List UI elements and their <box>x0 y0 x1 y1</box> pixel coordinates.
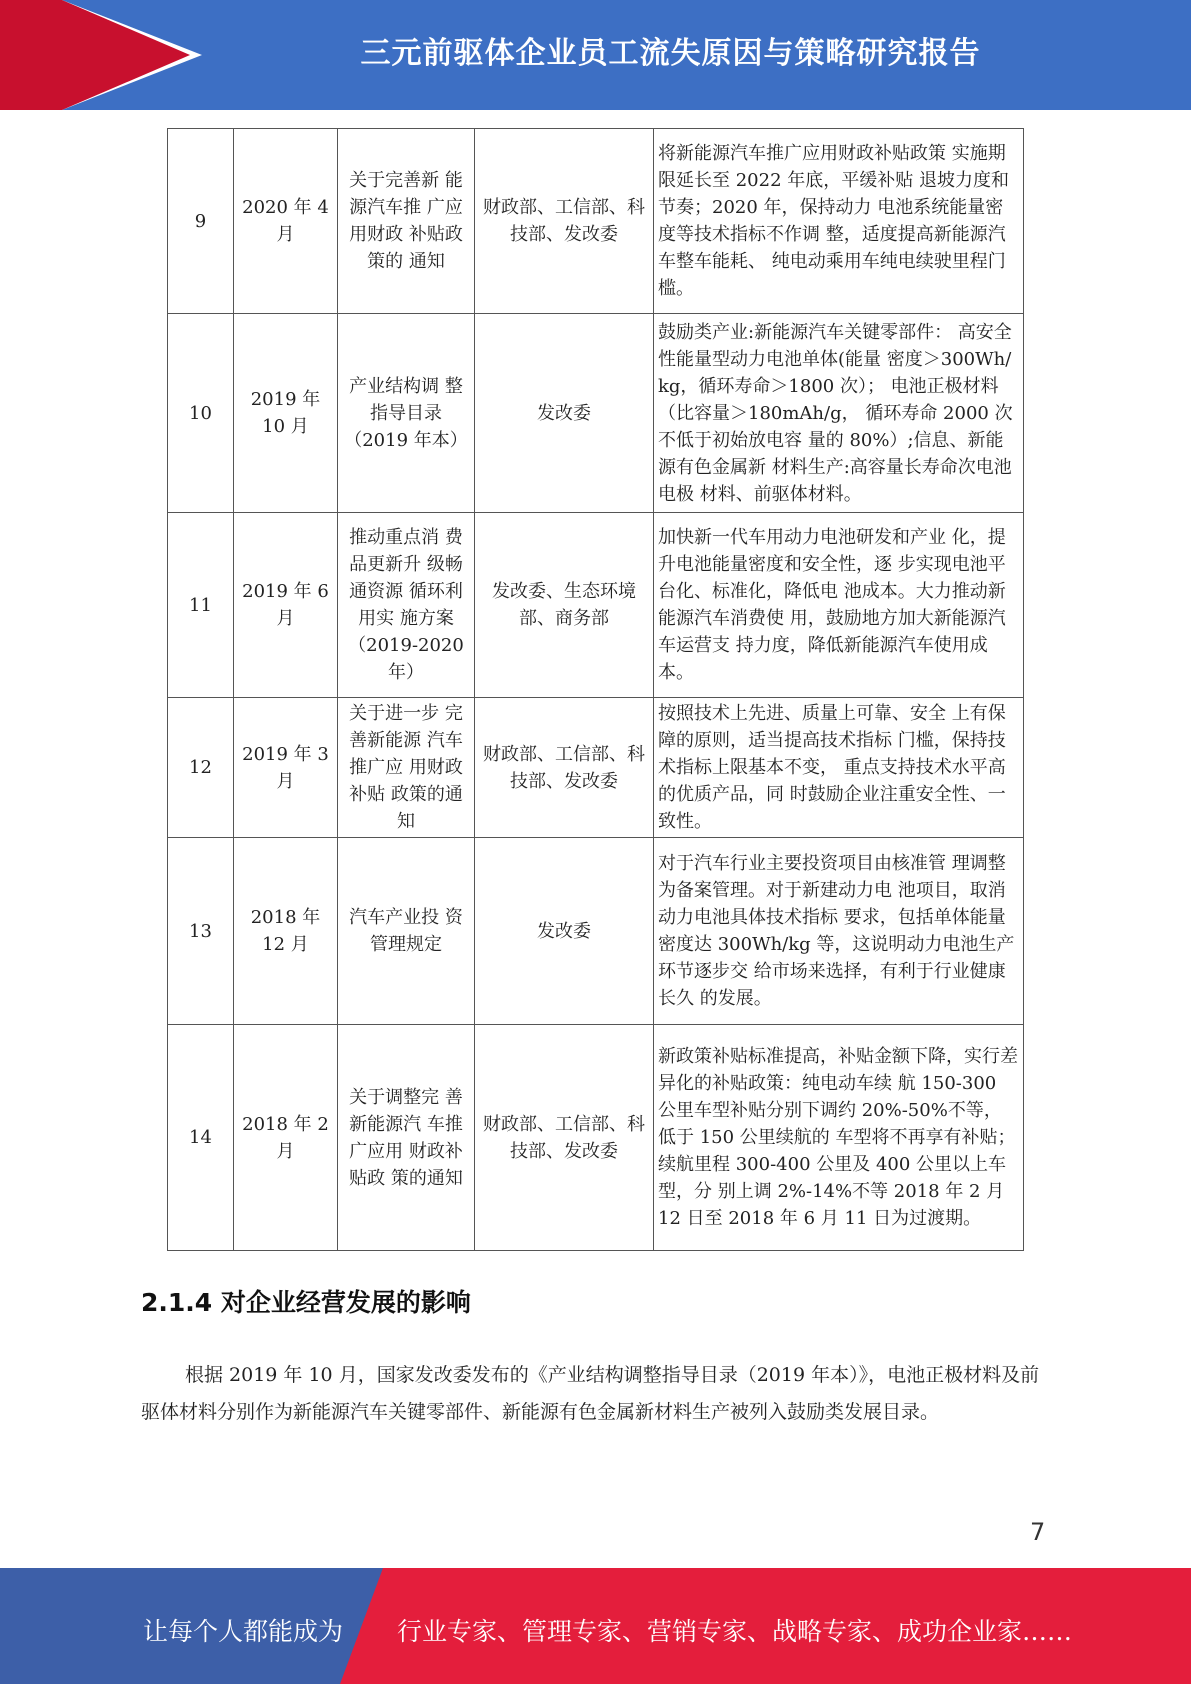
row-date: 2019 年 10 月 <box>234 314 338 513</box>
row-number: 11 <box>168 513 234 698</box>
section-heading: 2.1.4 对企业经营发展的影响 <box>141 1288 471 1317</box>
table-row <box>168 513 1024 698</box>
table-row <box>168 698 1024 838</box>
row-description: 对于汽车行业主要投资项目由核准管 理调整为备案管理。对于新建动力电 池项目，取消动力电池具体技术指标 要求，包括单体能量密度达 300Wh/kg 等，这说明动力电池生产环节逐步交 给市场来选择，有利于行业健康长久 的发展。 <box>654 838 1024 1025</box>
row-description: 新政策补贴标准提高，补贴金额下降，实行差异化的补贴政策：纯电动车续 航 150-300 公里车型补贴分别下调约 20%-50%不等，低于 150 公里续航的 车型将不再享有补贴；续航里程 300-400 公里及 400 公里以上车型，分 别上调 2%-14%不等 2018 年 2 月 12 日至 2018 年 6 月 11 日为过渡期。 <box>654 1025 1024 1251</box>
row-policy-name: 汽车产业投 资管理规定 <box>338 838 475 1025</box>
row-description: 加快新一代车用动力电池研发和产业 化，提升电池能量密度和安全性，逐 步实现电池平台化、标准化，降低电 池成本。大力推动新能源汽车消费使 用，鼓励地方加大新能源汽车运营支 持力度，降低新能源汽车使用成本。 <box>654 513 1024 698</box>
row-department: 发改委 <box>475 838 654 1025</box>
row-policy-name: 推动重点消 费品更新升 级畅通资源 循环利用实 施方案（2019-2020 年） <box>338 513 475 698</box>
row-description: 鼓励类产业:新能源汽车关键零部件： 高安全性能量型动力电池单体(能量 密度＞300Wh/kg，循环寿命＞1800 次）； 电池正极材料（比容量＞180mAh/g， 循环寿命 2000 次不低于初始放电容 量的 80%）;信息、新能源有色金属新 材料生产:高容量长寿命次电池电极 材料、前驱体材料。 <box>654 314 1024 513</box>
row-department: 发改委 <box>475 314 654 513</box>
row-department: 财政部、工信部、科技部、发改委 <box>475 129 654 314</box>
row-description: 将新能源汽车推广应用财政补贴政策 实施期限延长至 2022 年底，平缓补贴 退坡力度和节奏；2020 年，保持动力 电池系统能量密度等技术指标不作调 整，适度提高新能源汽车整车能耗、 纯电动乘用车纯电续驶里程门槛。 <box>654 129 1024 314</box>
row-policy-name: 关于调整完 善新能源汽 车推广应用 财政补贴政 策的通知 <box>338 1025 475 1251</box>
row-date: 2018 年 2 月 <box>234 1025 338 1251</box>
policy-table <box>167 128 1024 1251</box>
row-department: 财政部、工信部、科技部、发改委 <box>475 698 654 838</box>
footer-slogan-left: 让每个人都能成为 <box>143 1617 344 1646</box>
header-bar <box>0 0 1191 110</box>
row-department: 财政部、工信部、科技部、发改委 <box>475 1025 654 1251</box>
table-row <box>168 838 1024 1025</box>
row-policy-name: 关于进一步 完善新能源 汽车推广应 用财政补贴 政策的通知 <box>338 698 475 838</box>
row-policy-name: 产业结构调 整指导目录（2019 年本） <box>338 314 475 513</box>
row-date: 2019 年 6 月 <box>234 513 338 698</box>
row-date: 2018 年 12 月 <box>234 838 338 1025</box>
row-number: 13 <box>168 838 234 1025</box>
row-description: 按照技术上先进、质量上可靠、安全 上有保障的原则，适当提高技术指标 门槛，保持技术指标上限基本不变， 重点支持技术水平高的优质产品，同 时鼓励企业注重安全性、一致性。 <box>654 698 1024 838</box>
footer-slogan-right: 行业专家、管理专家、营销专家、战略专家、成功企业家…… <box>397 1617 1073 1646</box>
row-policy-name: 关于完善新 能源汽车推 广应用财政 补贴政策的 通知 <box>338 129 475 314</box>
row-number: 14 <box>168 1025 234 1251</box>
header-red-block <box>0 0 62 110</box>
body-paragraph: 根据 2019 年 10 月，国家发改委发布的《产业结构调整指导目录（2019 年本）》，电池正极材料及前驱体材料分别作为新能源汽车关键零部件、新能源有色金属新材料生产被列入鼓励类发展目录。 <box>141 1364 1040 1423</box>
report-title: 三元前驱体企业员工流失原因与策略研究报告 <box>360 36 981 71</box>
table-row <box>168 314 1024 513</box>
row-number: 10 <box>168 314 234 513</box>
table-row <box>168 129 1024 314</box>
row-department: 发改委、生态环境部、商务部 <box>475 513 654 698</box>
row-date: 2020 年 4 月 <box>234 129 338 314</box>
table-row <box>168 1025 1024 1251</box>
row-number: 12 <box>168 698 234 838</box>
row-date: 2019 年 3 月 <box>234 698 338 838</box>
row-number: 9 <box>168 129 234 314</box>
page-number: 7 <box>1030 1518 1046 1546</box>
